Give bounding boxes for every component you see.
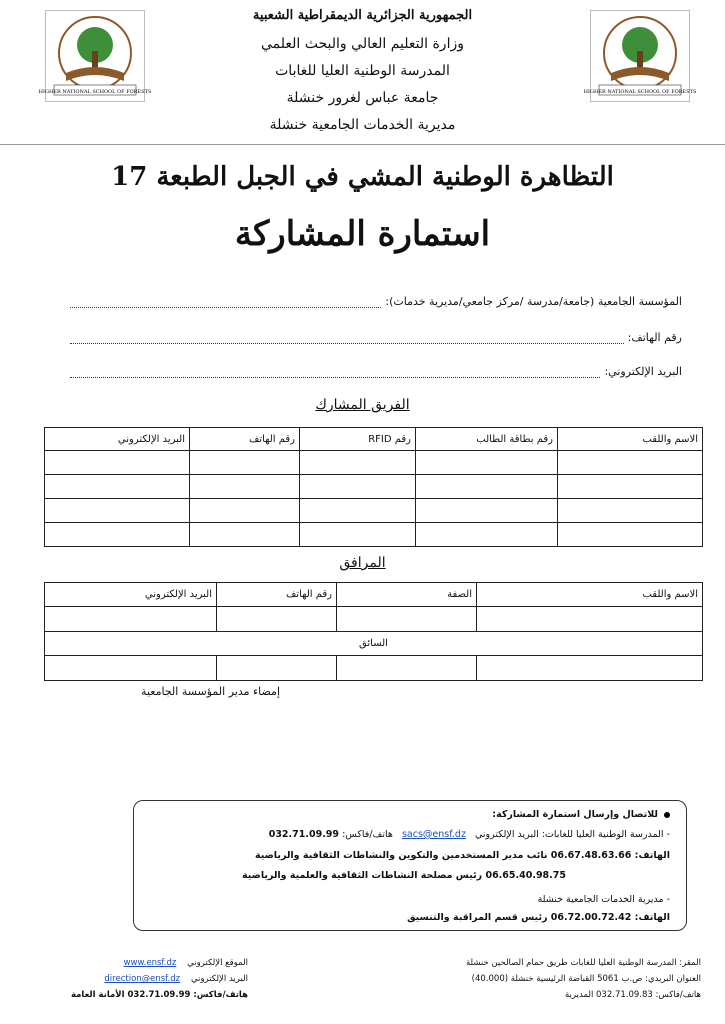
contact-phone1: الهاتف: 06.67.48.63.66 نائب مدير المستخدمين والتكوين والنشاطات الثقافية والرياضية xyxy=(254,850,670,861)
companion-col-role: الصفة xyxy=(337,583,477,607)
footer-address: المقر: المدرسة الوطنية العليا للغابات طريق حمام الصالحين خنشلة العنوان البريدي: ص.ب 5061 القباضة الرئيسية خنشلة (40.000) هاتف/فاكس: 032.71.09.83 المديرية xyxy=(465,958,701,1000)
website-link[interactable]: www.ensf.dz xyxy=(123,958,177,968)
header-divider xyxy=(0,144,725,145)
companion-section-title: المرافق xyxy=(339,555,386,571)
phone-label: رقم الهاتف: xyxy=(627,331,682,344)
header-university: جامعة عباس لغرور خنشلة xyxy=(286,90,439,106)
header-republic: الجمهورية الجزائرية الديمقراطية الشعبية xyxy=(252,8,473,23)
table-row[interactable] xyxy=(45,499,703,523)
companion-col-phone: رقم الهاتف xyxy=(217,583,337,607)
contact-box xyxy=(133,800,687,931)
event-title: التظاهرة الوطنية المشي في الجبل الطبعة 17 xyxy=(111,162,614,192)
header-directorate: مديرية الخدمات الجامعية خنشلة xyxy=(269,117,456,133)
svg-text:HIGHER NATIONAL SCHOOL OF FORE: HIGHER NATIONAL SCHOOL OF FORESTS xyxy=(583,89,697,95)
institution-label: المؤسسة الجامعية (جامعة/مدرسة /مركز جامعي/مديرية خدمات): xyxy=(385,295,682,308)
contact-heading: للاتصال وإرسال استمارة المشاركة: xyxy=(492,805,670,824)
phone-field[interactable] xyxy=(70,326,682,344)
footer-contacts: الموقع الإلكتروني www.ensf.dz البريد الإلكتروني direction@ensf.dz هاتف/فاكس: 032.71.09.99 الأمانة العامة xyxy=(71,958,248,1000)
bullet-icon xyxy=(664,812,670,818)
school-logo-right xyxy=(583,10,697,102)
team-section-title: الفريق المشارك xyxy=(315,397,410,413)
companion-table xyxy=(44,582,703,681)
header-ministry: وزارة التعليم العالي والبحث العلمي xyxy=(261,36,464,52)
email-field[interactable] xyxy=(70,360,682,378)
companion-col-name: الاسم واللقب xyxy=(477,583,703,607)
contact-phone2: 06.65.40.98.75 رئيس مصلحة النشاطات الثقافية والعلمية والرياضية xyxy=(242,870,566,881)
driver-label: السائق xyxy=(45,632,703,656)
form-title: استمارة المشاركة xyxy=(234,214,491,254)
team-col-email: البريد الإلكتروني xyxy=(45,428,190,451)
school-logo-left xyxy=(38,10,152,102)
svg-text:HIGHER NATIONAL SCHOOL OF FORE: HIGHER NATIONAL SCHOOL OF FORESTS xyxy=(38,89,152,95)
school-email-link[interactable]: sacs@ensf.dz xyxy=(401,829,466,840)
table-row[interactable] xyxy=(45,656,703,681)
companion-col-email: البريد الإلكتروني xyxy=(45,583,217,607)
table-row[interactable] xyxy=(45,475,703,499)
contact-school-row: - المدرسة الوطنية العليا للغابات: البريد الإلكتروني sacs@ensf.dz هاتف/فاكس: 032.71.09.99 xyxy=(268,829,670,840)
table-row[interactable] xyxy=(45,451,703,475)
team-col-phone: رقم الهاتف xyxy=(190,428,300,451)
contact-directorate: - مديرية الخدمات الجامعية خنشلة xyxy=(537,894,670,905)
team-col-student-card: رقم بطاقة الطالب xyxy=(416,428,558,451)
email-label: البريد الإلكتروني: xyxy=(604,365,682,378)
team-table xyxy=(44,427,703,547)
institution-field[interactable] xyxy=(70,290,682,308)
direction-email-link[interactable]: direction@ensf.dz xyxy=(104,974,181,984)
table-row[interactable] xyxy=(45,523,703,547)
team-col-name: الاسم واللقب xyxy=(558,428,703,451)
team-col-rfid: رقم RFID xyxy=(300,428,416,451)
signature-label: إمضاء مدير المؤسسة الجامعية xyxy=(141,685,280,698)
header-school: المدرسة الوطنية العليا للغابات xyxy=(275,63,450,79)
table-row[interactable] xyxy=(45,607,703,632)
contact-phone3: الهاتف: 06.72.00.72.42 رئيس قسم المراقبة والتنسيق xyxy=(407,912,670,923)
